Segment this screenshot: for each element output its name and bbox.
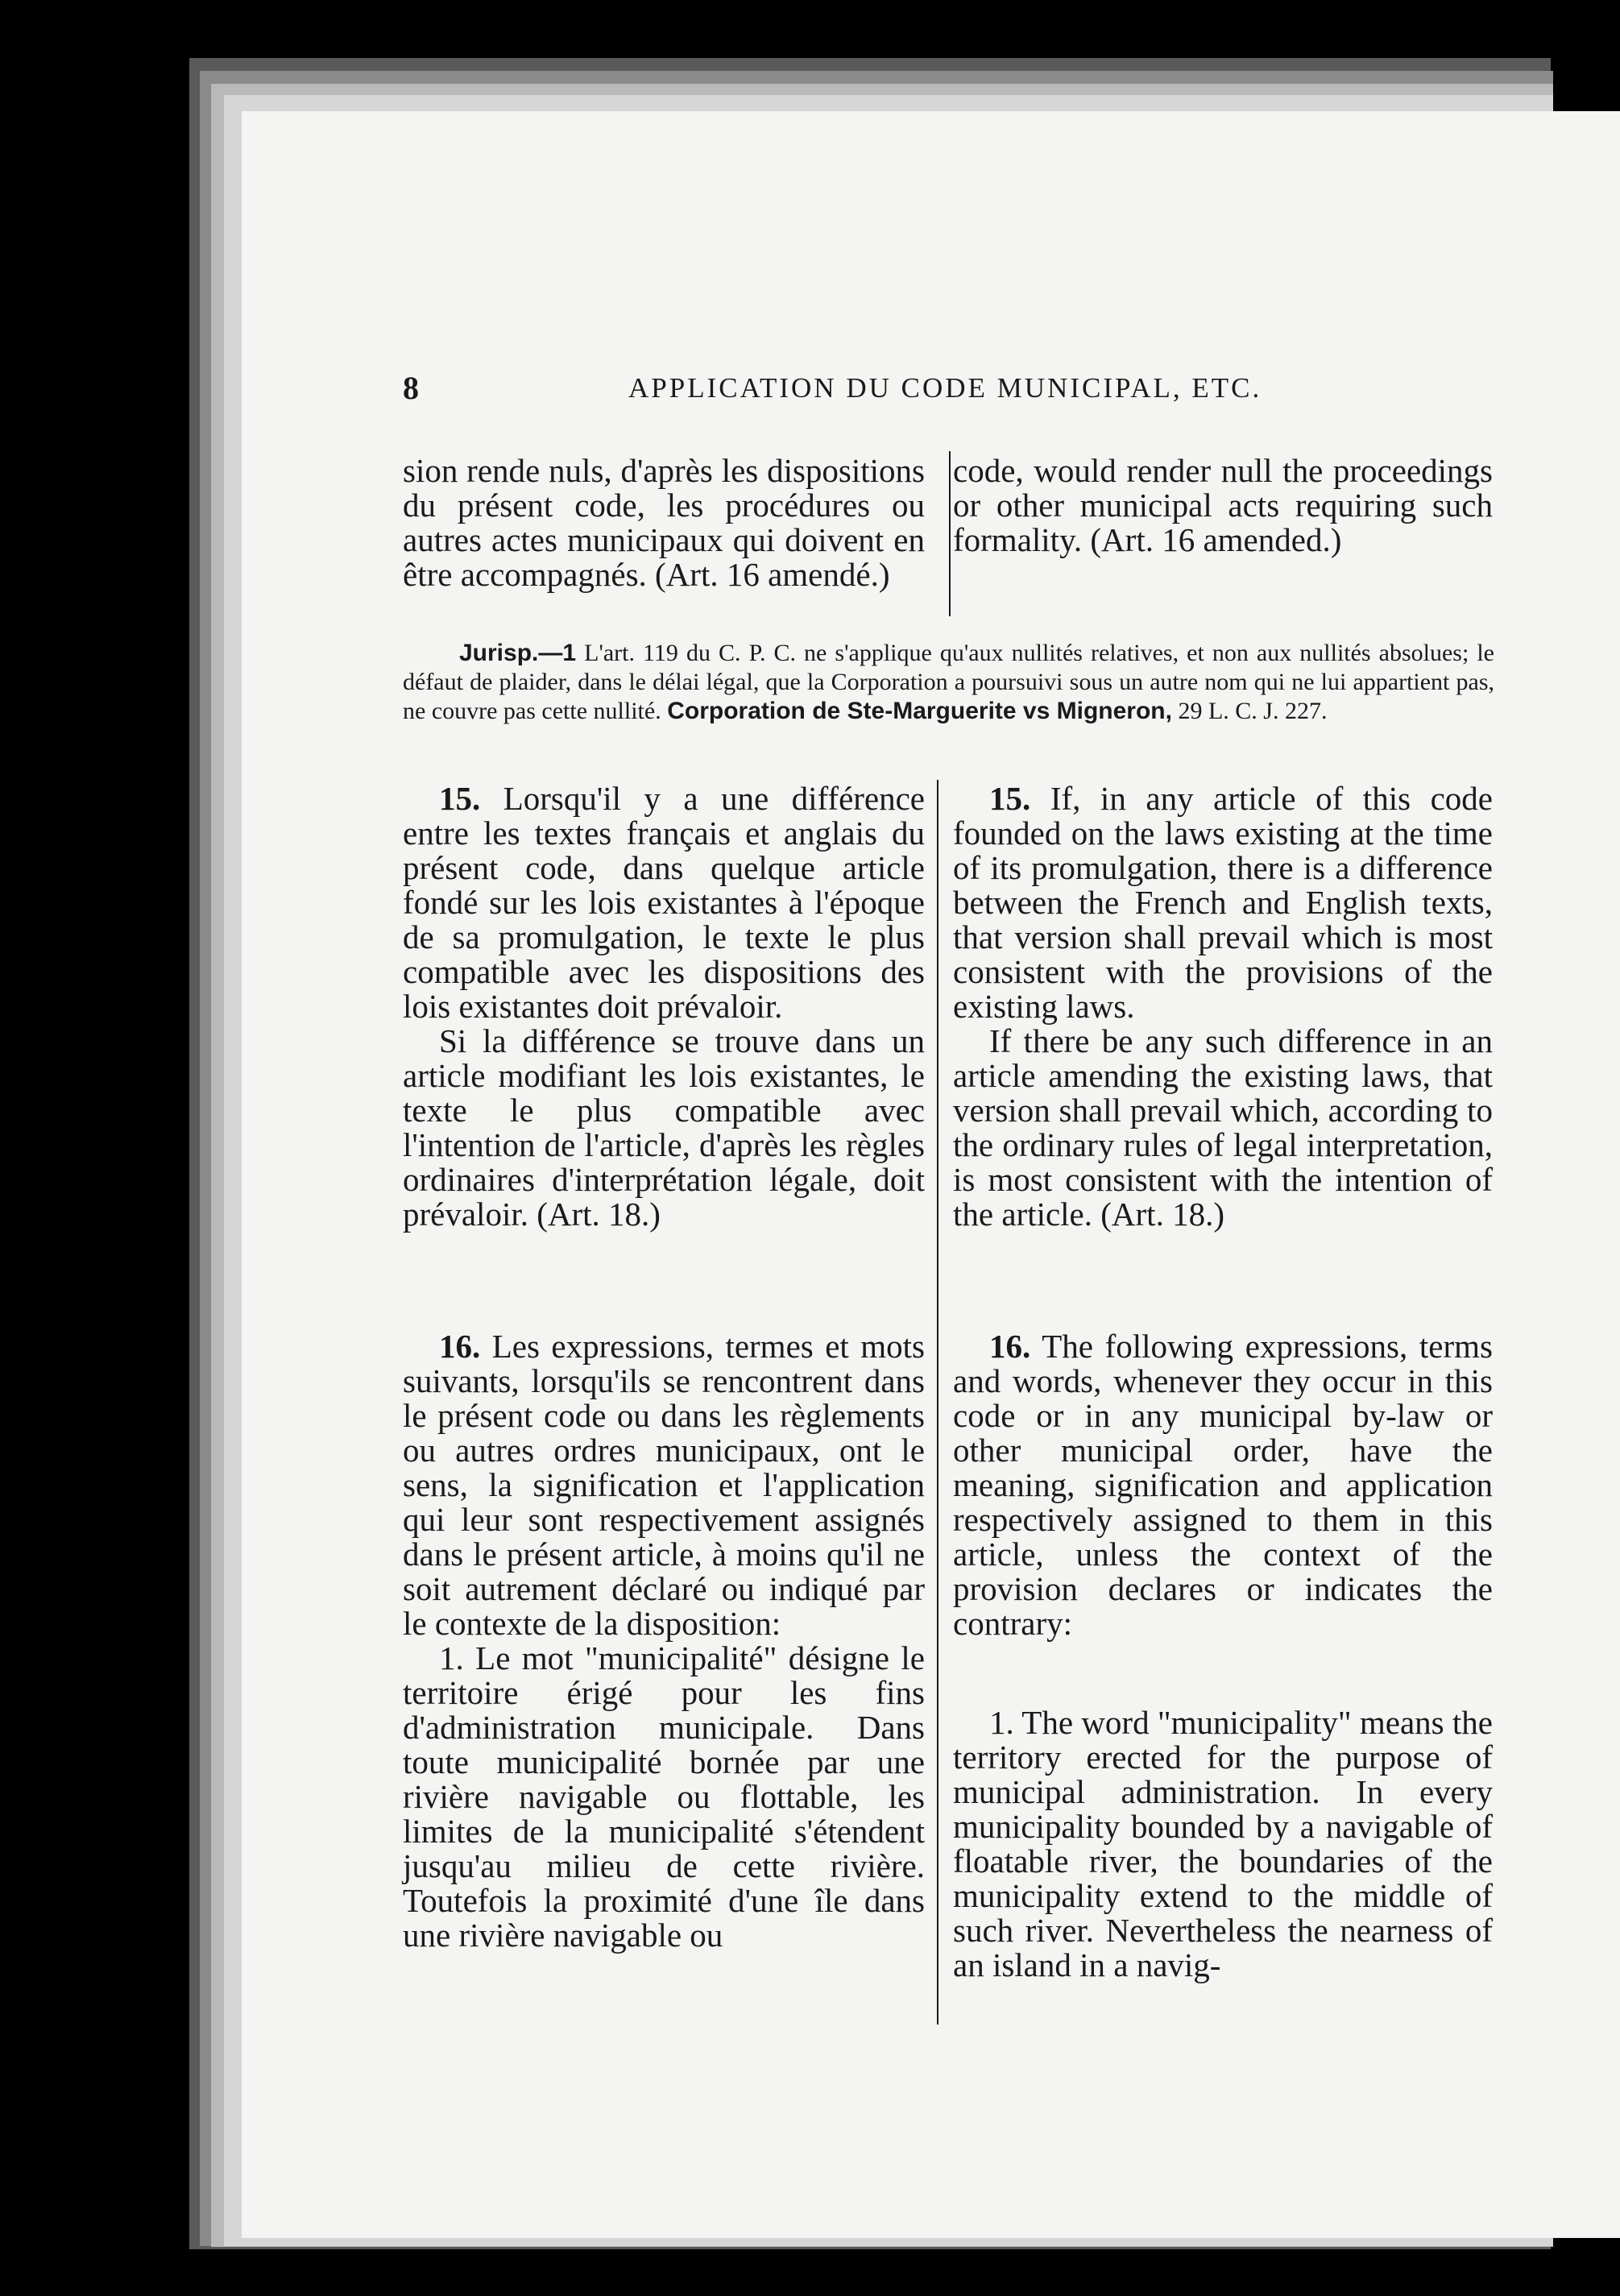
art15-en-text1: If, in any article of this code founded on the laws existing at the time of its promulgation, there is a difference between the French and English texts, that version shall prevail which is most consistent with the provisions of the existing laws. bbox=[953, 780, 1493, 1025]
art16-en-number: 16. bbox=[989, 1328, 1031, 1365]
art15-en-para1 bbox=[953, 781, 1493, 1024]
art16-en-para2: 1. The word "municipality" means the territory erected for the purpose of municipal administration. In every municipality bounded by a navigable of floatable river, the boundaries of the municipality extend to the middle of such river. Nevertheless the nearness of an island in a navig- bbox=[953, 1704, 1493, 1983]
column-rule bbox=[937, 780, 938, 2025]
art15-fr-para2: Si la différence se trouve dans un article modifiant les lois existantes, le texte le plus compatible avec l'intention de l'article, d'après les règles ordinaires d'interprétation légale, doit prévaloir. (Art. 18.) bbox=[403, 1022, 925, 1233]
art15-en-para2: If there be any such difference in an article amending the existing laws, that version shall prevail which, according to the ordinary rules of legal interpretation, is most consistent with the intention of the article. (Art. 18.) bbox=[953, 1022, 1493, 1233]
art16-en-text1: The following expressions, terms and words, whenever they occur in this code or in any municipal by-law or other municipal order, have the meaning, signification and application respectively assigned to them in this article, unless the context of the provision declares or indicates the contrary: bbox=[953, 1328, 1494, 1642]
art16-fr-para2: 1. Le mot "municipalité" désigne le territoire érigé pour les fins d'administration municipale. Dans toute municipalité bornée par une rivière navigable ou flottable, les limites de la municipalité s'étendent jusqu'au milieu de cette rivière. Toutefois la proximité d'une île dans une rivière navigable ou bbox=[403, 1639, 925, 1954]
jurisp-label: Jurisp.—1 bbox=[459, 640, 577, 666]
jurisp-text: L'art. 119 du C. P. C. ne s'applique qu'aux nullités relatives, et non aux nullités absolues; le défaut de plaider, dans le délai légal, que la Corporation a poursuivi sous un autre nom qui ne lui appartient pas, ne couvre pas cette nullité. bbox=[403, 640, 1495, 724]
art15-fr-number: 15. bbox=[439, 780, 481, 817]
art15-en bbox=[953, 781, 1493, 1232]
art16-fr-para1 bbox=[403, 1329, 925, 1641]
art15-fr-para1 bbox=[403, 781, 925, 1024]
page-number: 8 bbox=[403, 370, 419, 406]
jurisp-case-name: Corporation de Ste-Marguerite vs Migneron, bbox=[667, 698, 1172, 724]
jurisp-citation: 29 L. C. J. 227. bbox=[1178, 698, 1328, 724]
running-title: APPLICATION DU CODE MUNICIPAL, ETC. bbox=[628, 372, 1262, 404]
art15-fr-text1: Lorsqu'il y a une différence entre les textes français et anglais du présent code, dans quelque article fondé sur les lois existantes à l'époque de sa promulgation, le texte le plus compatible avec les dispositions des lois existantes doit prévaloir. bbox=[403, 780, 926, 1025]
art16-fr bbox=[403, 1329, 925, 1953]
art16-fr-number: 16. bbox=[439, 1328, 481, 1365]
art16-fr-text1: Les expressions, termes et mots suivants, lorsqu'ils se rencontrent dans le présent code ou dans les règlements ou autres ordres municipaux, ont le sens, la signification et l'application qui leur sont respectivement assignés dans le présent article, à moins qu'il ne soit autrement déclaré ou indiqué par le contexte de la disposition: bbox=[403, 1328, 926, 1642]
fr-continuation bbox=[403, 454, 925, 592]
art16-en-para1 bbox=[953, 1329, 1493, 1641]
art15-fr bbox=[403, 781, 925, 1232]
column-rule bbox=[949, 451, 951, 616]
fr-continuation-text: sion rende nuls, d'après les dispositions du présent code, les procédures ou autres actes municipaux qui doivent en être accompagnés. (Art. 16 amendé.) bbox=[403, 452, 925, 593]
jurisprudence-note bbox=[403, 639, 1494, 726]
en-continuation bbox=[953, 454, 1493, 557]
art15-en-number: 15. bbox=[989, 780, 1031, 817]
en-continuation-text: code, would render null the proceedings or other municipal acts requiring such formality. (Art. 16 amended.) bbox=[953, 452, 1493, 558]
art16-en bbox=[953, 1329, 1493, 1983]
